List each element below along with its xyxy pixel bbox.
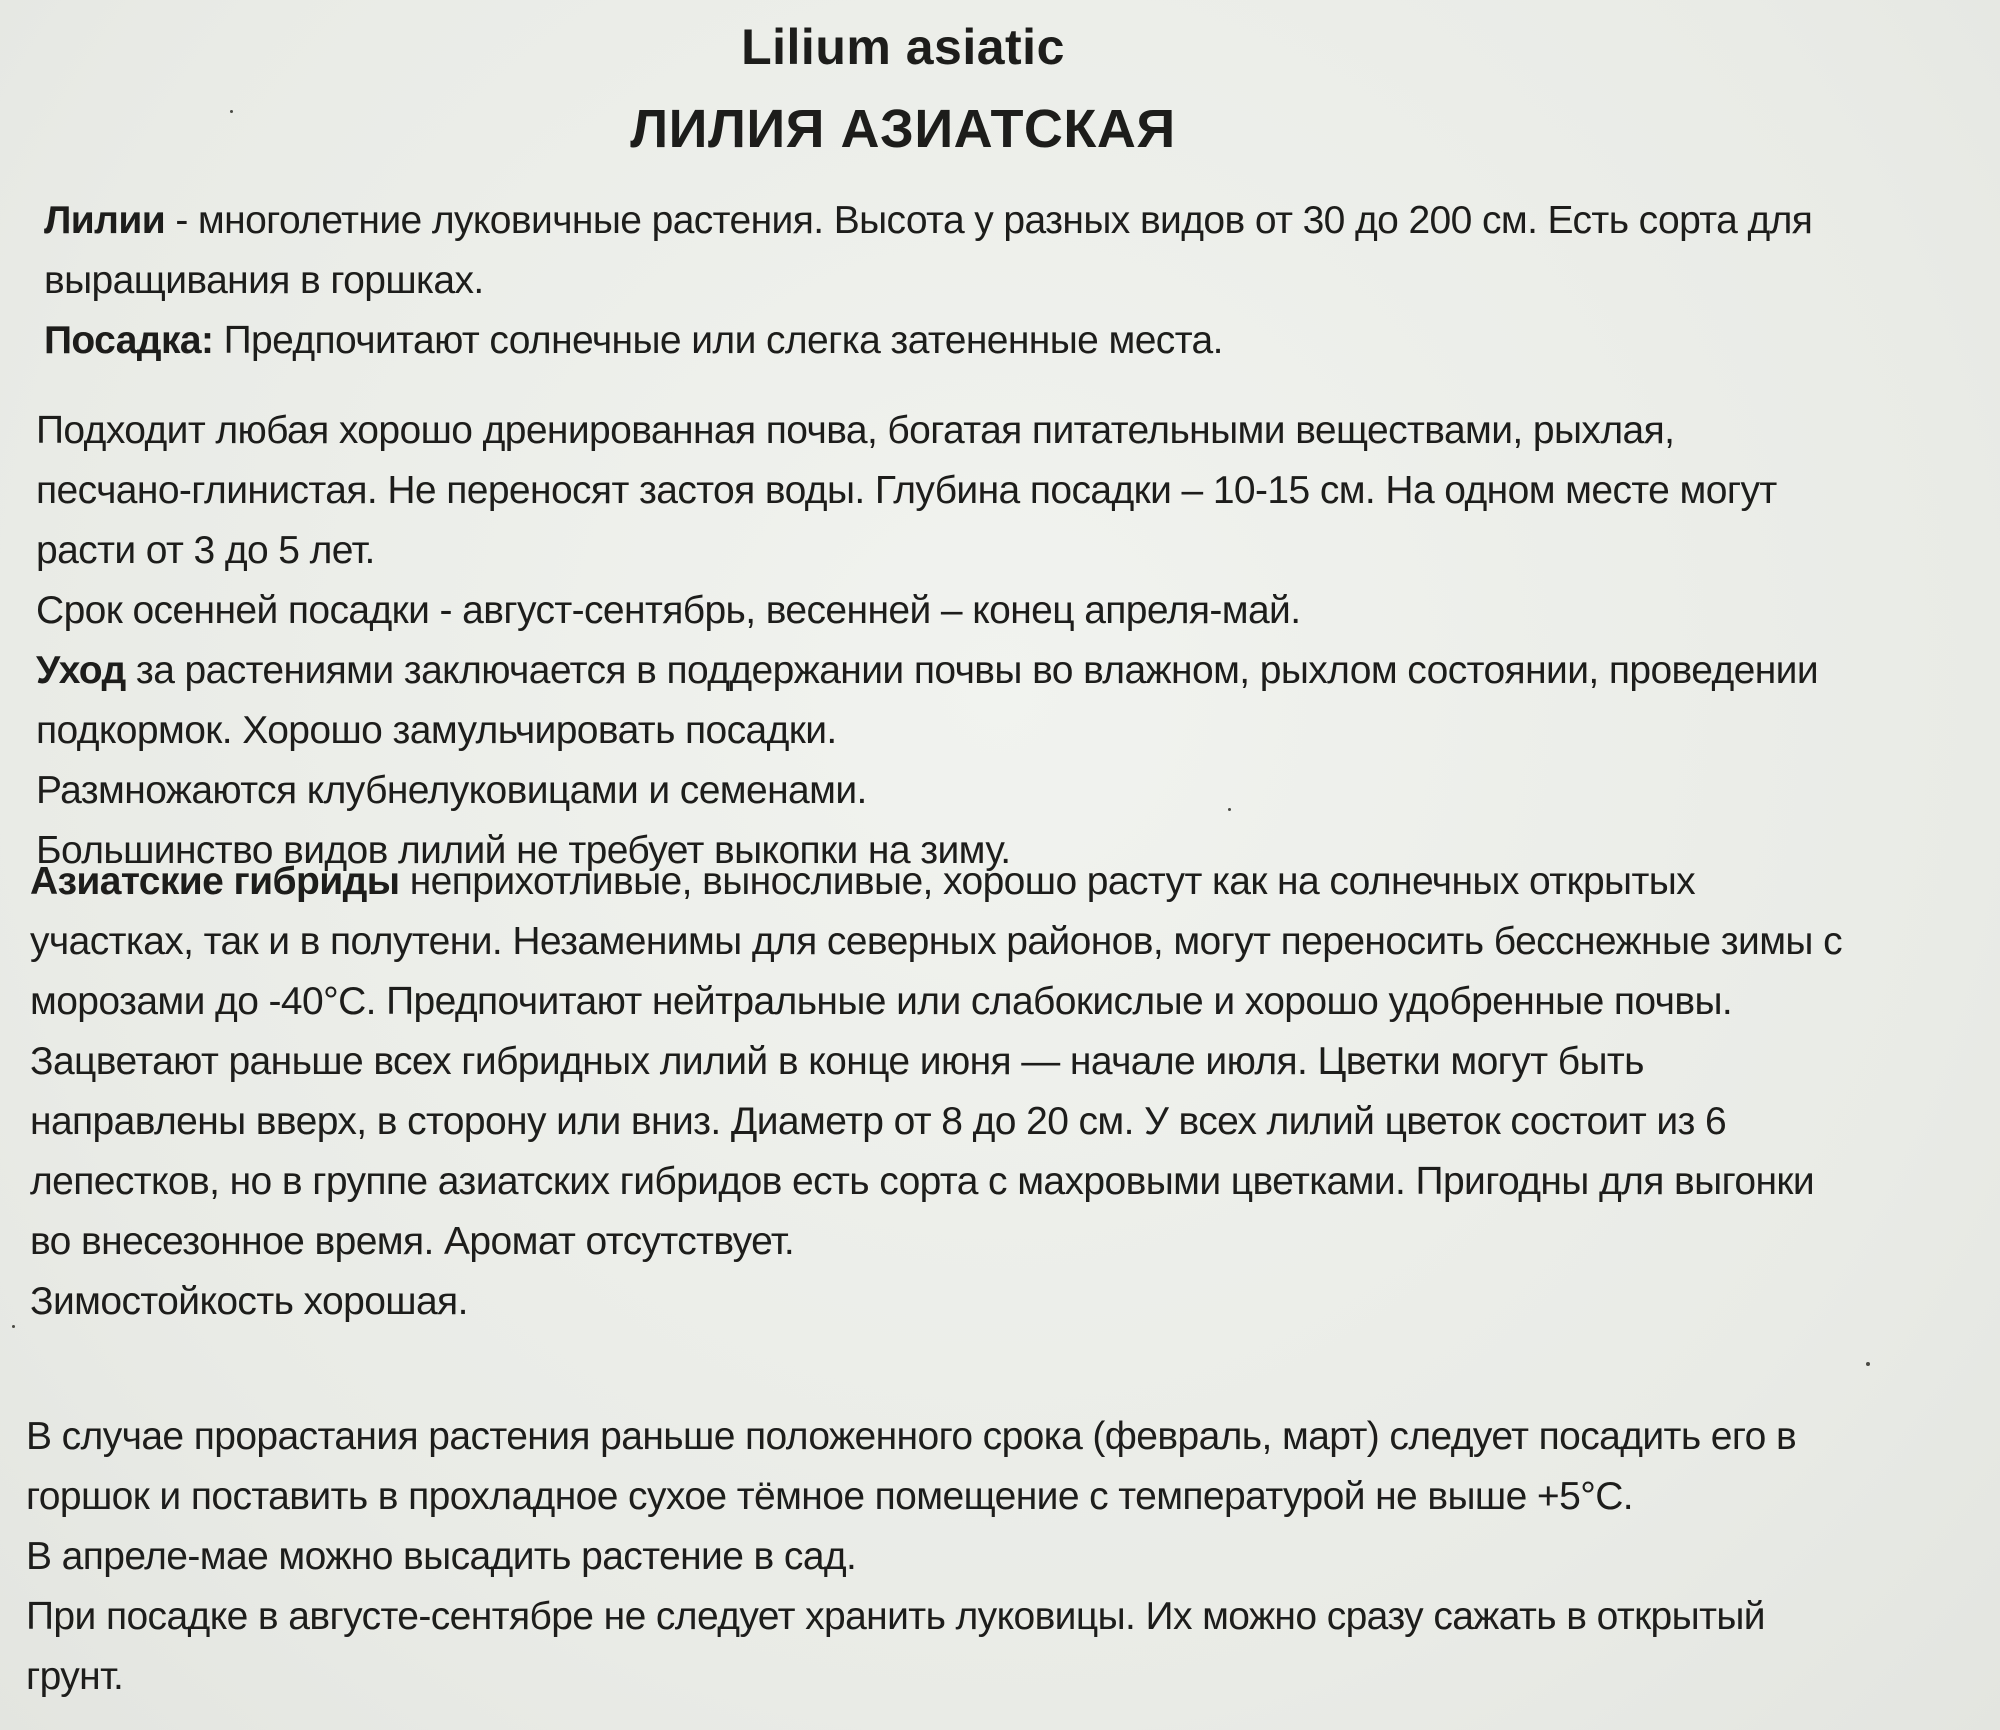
text-line: [36, 641, 1818, 701]
planting-line-5: Срок осенней посадки - август-сентябрь, весенней – конец апреля-май.: [36, 589, 1301, 632]
hybrids-term: Азиатские гибриды: [30, 860, 400, 903]
text-line: [44, 191, 1812, 251]
paper-speck: [1228, 808, 1231, 811]
hybrids-line-7: во внесезонное время. Аромат отсутствует.: [30, 1220, 795, 1263]
hybrids-line-4: Зацветают раньше всех гибридных лилий в конце июня — начале июля. Цветки могут быть: [30, 1040, 1644, 1083]
hybrids-line-1: неприхотливые, выносливые, хорошо растут как на солнечных открытых: [399, 860, 1696, 903]
intro-line-2: выращивания в горшках.: [44, 259, 484, 302]
hybrids-line-6: лепестков, но в группе азиатских гибридов есть сорта с махровыми цветками. Пригодны для выгонки: [30, 1160, 1815, 1203]
planting-term: Посадка:: [44, 319, 214, 362]
paper-speck: [12, 1325, 15, 1328]
text-line: [30, 852, 1842, 912]
hybrids-line-5: направлены вверх, в сторону или вниз. Диаметр от 8 до 20 см. У всех лилий цветок состоит из 6: [30, 1100, 1727, 1143]
storage-line-2: горшок и поставить в прохладное сухое тёмное помещение с температурой не выше +5°С.: [26, 1475, 1633, 1518]
care-line-3: Размножаются клубнелуковицами и семенами.: [36, 769, 867, 812]
hybrids-paragraph: [30, 852, 1842, 1332]
planting-paragraph: [36, 401, 1818, 881]
planting-line-1: Предпочитают солнечные или слегка затененные места.: [213, 319, 1223, 362]
title-latin: Lilium asiatic: [741, 19, 1065, 75]
planting-line-3: песчано-глинистая. Не переносят застоя воды. Глубина посадки – 10-15 см. На одном месте могут: [36, 469, 1777, 512]
care-line-1: за растениями заключается в поддержании почвы во влажном, рыхлом состоянии, проведении: [125, 649, 1819, 692]
care-term: Уход: [36, 649, 126, 692]
text-line: [44, 311, 1812, 371]
storage-paragraph: [26, 1407, 1796, 1707]
storage-line-1: В случае прорастания растения раньше положенного срока (февраль, март) следует посадить его в: [26, 1415, 1797, 1458]
hybrids-line-3: морозами до -40°С. Предпочитают нейтральные или слабокислые и хорошо удобренные почвы.: [30, 980, 1733, 1023]
hybrids-line-2: участках, так и в полутени. Незаменимы для северных районов, могут переносить бесснежные зимы с: [30, 920, 1842, 963]
hybrids-line-8: Зимостойкость хорошая.: [30, 1280, 468, 1323]
storage-line-5: грунт.: [26, 1655, 124, 1698]
storage-line-4: При посадке в августе-сентябре не следует хранить луковицы. Их можно сразу сажать в открытый: [26, 1595, 1765, 1638]
planting-line-4: расти от 3 до 5 лет.: [36, 529, 375, 572]
intro-term: Лилии: [44, 199, 166, 242]
paper-speck: [1866, 1362, 1870, 1366]
care-line-4: Большинство видов лилий не требует выкопки на зиму.: [36, 829, 1011, 872]
title-russian: ЛИЛИЯ АЗИАТСКАЯ: [630, 99, 1176, 159]
storage-line-3: В апреле-мае можно высадить растение в сад.: [26, 1535, 857, 1578]
paper-speck: [230, 110, 233, 113]
intro-line-1: - многолетние луковичные растения. Высота у разных видов от 30 до 200 см. Есть сорта для: [165, 199, 1813, 242]
planting-line-2: Подходит любая хорошо дренированная почва, богатая питательными веществами, рыхлая,: [36, 409, 1675, 452]
intro-paragraph: [44, 191, 1812, 371]
care-line-2: подкормок. Хорошо замульчировать посадки.: [36, 709, 837, 752]
